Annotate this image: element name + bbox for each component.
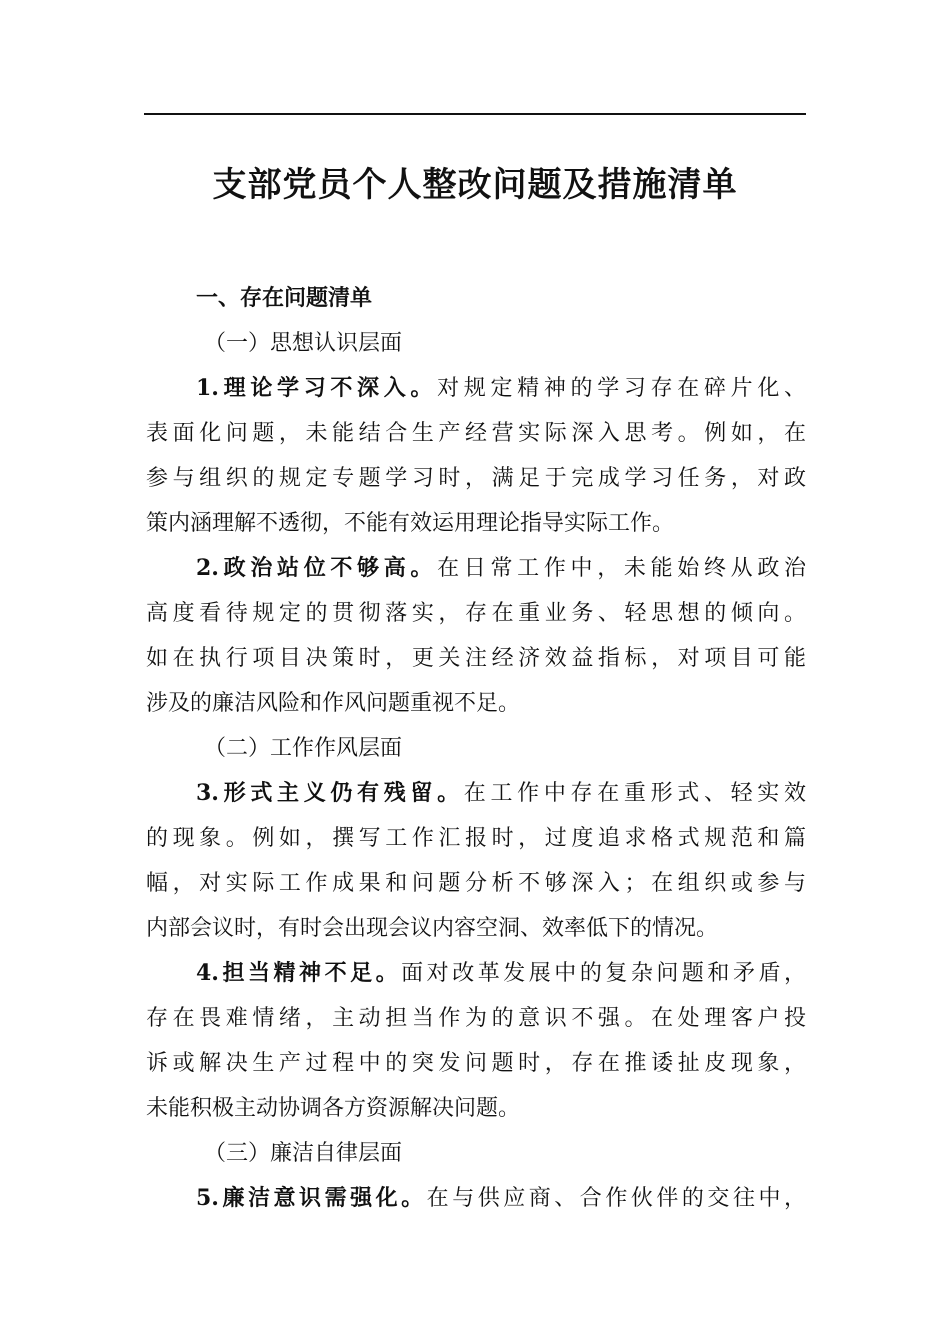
paragraph-line: 存在畏难情绪，主动担当作为的意识不强。在处理客户投: [146, 1006, 806, 1031]
paragraph-line: 内部会议时，有时会出现会议内容空洞、效率低下的情况。: [146, 916, 719, 941]
document-body: [146, 276, 806, 1221]
subsection-heading: （一）思想认识层面: [204, 331, 403, 356]
paragraph-line: [146, 771, 806, 816]
paragraph-line: [146, 1176, 806, 1221]
subsection-heading: （三）廉洁自律层面: [204, 1141, 403, 1166]
paragraph-line: 的现象。例如，撰写工作汇报时，过度追求格式规范和篇: [146, 826, 806, 851]
item-text: 在与供应商、合作伙伴的交往中，: [426, 1186, 806, 1211]
item-text: 在工作中存在重形式、轻实效: [463, 781, 806, 806]
item-text: 面对改革发展中的复杂问题和矛盾，: [401, 961, 806, 986]
item-text: 对规定精神的学习存在碎片化、: [437, 376, 806, 401]
paragraph-line: 参与组织的规定专题学习时，满足于完成学习任务，对政: [146, 466, 806, 491]
paragraph-line: 策内涵理解不透彻，不能有效运用理论指导实际工作。: [146, 511, 675, 536]
paragraph-line: [146, 951, 806, 996]
paragraph-line: 高度看待规定的贯彻落实，存在重业务、轻思想的倾向。: [146, 601, 806, 626]
paragraph-line: 幅，对实际工作成果和问题分析不够深入；在组织或参与: [146, 871, 806, 896]
item-title: 1.理论学习不深入。: [196, 375, 438, 401]
item-title: 5.廉洁意识需强化。: [196, 1185, 427, 1211]
item-title: 3.形式主义仍有残留。: [196, 780, 464, 806]
paragraph-line: 未能积极主动协调各方资源解决问题。: [146, 1096, 521, 1121]
paragraph-line: [146, 366, 806, 411]
paragraph-line: 表面化问题，未能结合生产经营实际深入思考。例如，在: [146, 421, 806, 446]
paragraph-line: 涉及的廉洁风险和作风问题重视不足。: [146, 691, 521, 716]
paragraph-line: [146, 546, 806, 591]
document-title: 支部党员个人整改问题及措施清单: [212, 165, 738, 205]
item-title: 2.政治站位不够高。: [196, 555, 438, 581]
subsection-heading: （二）工作作风层面: [204, 736, 403, 761]
section-heading: 一、存在问题清单: [196, 285, 373, 311]
item-title: 4.担当精神不足。: [196, 960, 402, 986]
paragraph-line: 如在执行项目决策时，更关注经济效益指标，对项目可能: [146, 646, 806, 671]
header-rule: [144, 113, 806, 115]
item-text: 在日常工作中，未能始终从政治: [437, 556, 806, 581]
paragraph-line: 诉或解决生产过程中的突发问题时，存在推诿扯皮现象，: [146, 1051, 806, 1076]
